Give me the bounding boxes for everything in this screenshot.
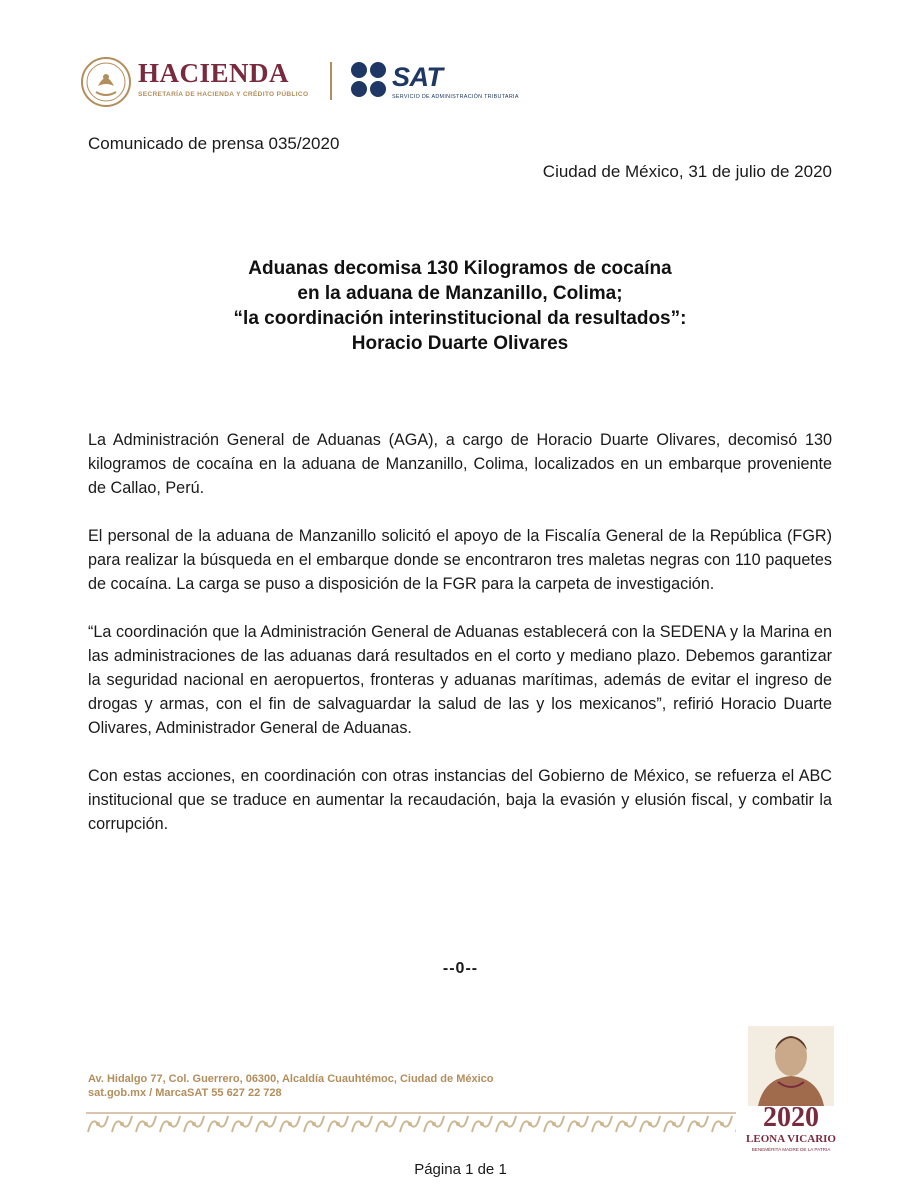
body-paragraph: La Administración General de Aduanas (AGA), a cargo de Horacio Duarte Olivares, decomisó 130 kilogramos de cocaína en la aduana de Manzanillo, Colima, localizados en un embarque proveniente de Callao, Perú. xyxy=(88,431,832,497)
document-body xyxy=(88,428,832,860)
logo-divider xyxy=(330,62,332,100)
title-line: en la aduana de Manzanillo, Colima; xyxy=(297,283,623,304)
body-paragraph: Con estas acciones, en coordinación con otras instancias del Gobierno de México, se refuerza el ABC institucional que se traduce en aumentar la recaudación, baja la evasión y elusión fiscal, y combatir la corrupción. xyxy=(88,767,832,833)
footer-address-block xyxy=(88,1072,493,1100)
title-line: “la coordinación interinstitucional da resultados”: xyxy=(233,308,687,329)
footer-address: Av. Hidalgo 77, Col. Guerrero, 06300, Alcaldía Cuauhtémoc, Ciudad de México xyxy=(88,1073,494,1085)
letterhead xyxy=(80,56,540,112)
national-seal-icon xyxy=(80,56,132,108)
place-date: Ciudad de México, 31 de julio de 2020 xyxy=(542,162,832,181)
title-line: Aduanas decomisa 130 Kilogramos de cocaína xyxy=(248,258,672,279)
body-paragraph: El personal de la aduana de Manzanillo solicitó el apoyo de la Fiscalía General de la República (FGR) para realizar la búsqueda en el embarque donde se encontraron tres maletas negras con 110 paquetes de cocaína. La carga se puso a disposición de la FGR para la carpeta de investigación. xyxy=(88,527,832,593)
year-logo: 2020 xyxy=(763,1102,819,1133)
end-mark: --0-- xyxy=(442,960,479,977)
sat-logo-name: SAT xyxy=(392,62,443,92)
title-line: Horacio Duarte Olivares xyxy=(351,333,569,354)
document-title xyxy=(88,256,832,356)
year-logo-name: LEONA VICARIO xyxy=(746,1133,836,1145)
sat-logo-subtitle: SERVICIO DE ADMINISTRACIÓN TRIBUTARIA xyxy=(392,94,519,100)
hacienda-logo-subtitle: SECRETARÍA DE HACIENDA Y CRÉDITO PÚBLICO xyxy=(138,91,309,98)
press-release-number: Comunicado de prensa 035/2020 xyxy=(88,134,340,153)
body-paragraph: “La coordinación que la Administración General de Aduanas establecerá con la SEDENA y la Marina en las administraciones de las aduanas dará resultados en el corto y mediano plazo. Debemos garantizar la seguridad nacional en aeropuertos, fronteras y aduanas marítimas, además de evitar el ingreso de drogas y armas, con el fin de salvaguardar la salud de las y los mexicanos”, refirió Horacio Duarte Olivares, Administrador General de Aduanas. xyxy=(88,623,832,737)
sat-logo-icon xyxy=(350,61,388,99)
hacienda-logo-name: HACIENDA xyxy=(138,58,290,88)
footer-contact: sat.gob.mx / MarcaSAT 55 627 22 728 xyxy=(88,1087,282,1099)
footer-ornament-band xyxy=(86,1112,736,1136)
year-logo-subtitle: BENEMÉRITA MADRE DE LA PATRIA xyxy=(751,1147,831,1152)
page-number: Página 1 de 1 xyxy=(414,1161,507,1178)
